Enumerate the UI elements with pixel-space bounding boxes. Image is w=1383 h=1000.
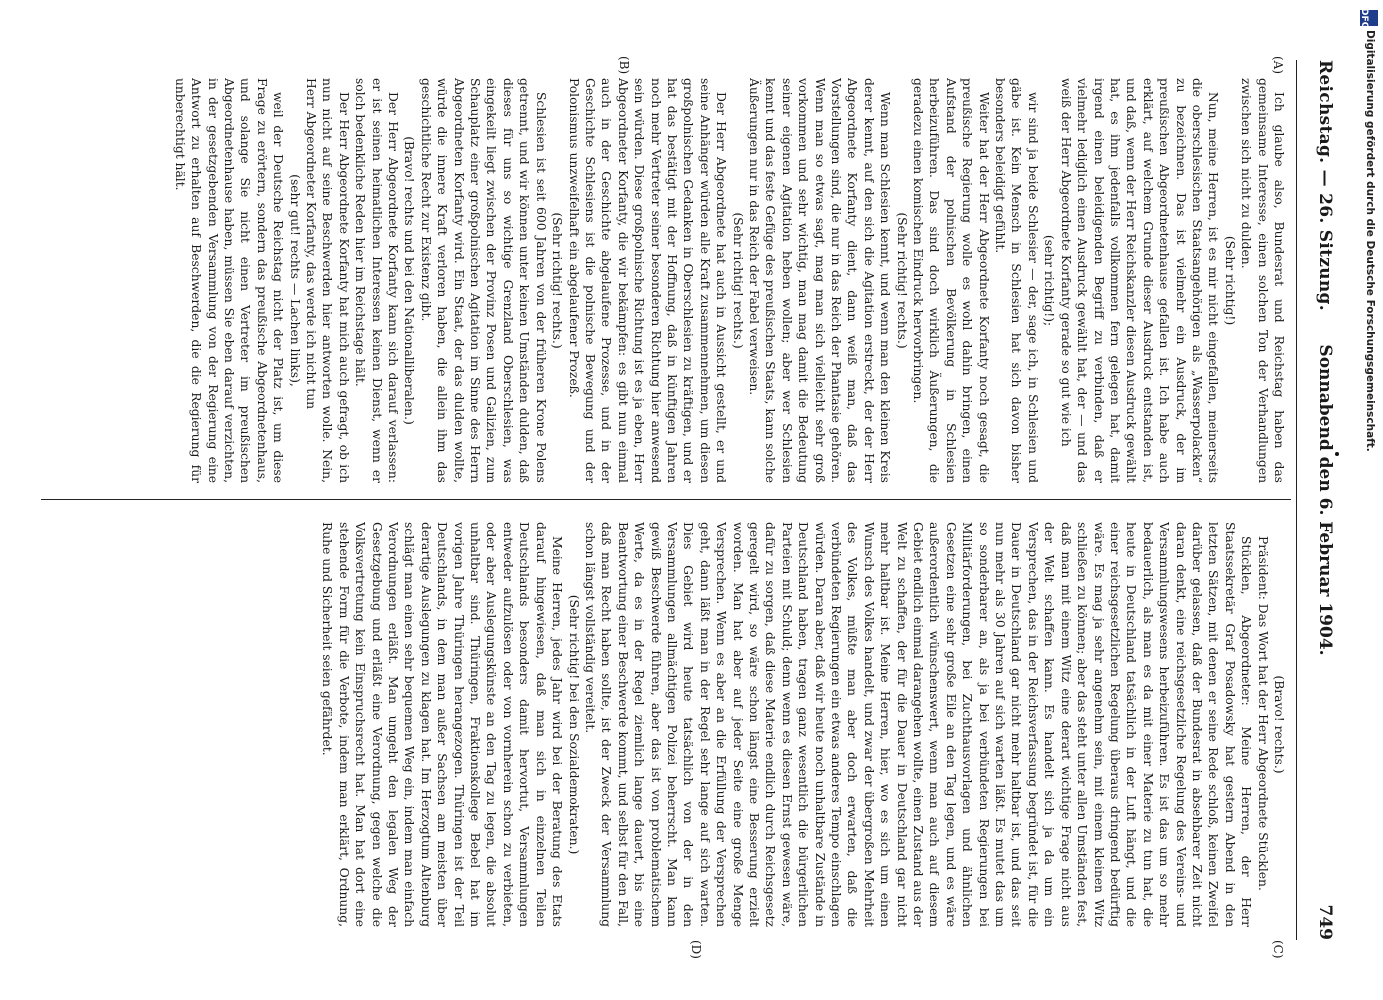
paragraph: Nun, meine Herren, ist es mir nicht eingefallen, meinerseits die oberschlesischen Staatsangehörigen als „Wasserpolacken“ zu bezeichnen. Das ist vielmehr ein Ausdruck, der im preußischen Abgeordnetenhause gefallen ist. Ich habe auch erklärt, auf welchem Grunde dieser Ausdruck entstanden ist, und daß, wenn der Herr Reichskanzler diesen Ausdruck gewählt hat, es ihm jedenfalls vollkommen fern gelegen hat, damit irgend einen beleidigenden Begriff zu verbinden, daß er vielmehr lediglich einen Ausdruck gewählt hat, der — und das weiß der Herr Abgeordnete Korfanty gerade so gut wie ich <box>1058 78 1221 483</box>
margin-mark-d: (D) <box>689 940 703 959</box>
interjection: (Sehr richtig! rechts.) <box>730 212 745 349</box>
page-header <box>1303 60 1343 940</box>
paragraph: Weiter hat der Herr Abgeordnete Korfanty noch gesagt, die preußische Regierung wolle es wohl dahin bringen, einen Aufstand der polnischen Bevölkerung in Schlesien herbeizuführen. Das sind doch wirklich Äußerungen, die geradezu einen komischen Eindruck hervorbringen. <box>911 78 991 483</box>
interjection: (sehr gut! rechts — Lachen links), <box>287 174 302 387</box>
paragraph: Ich glaube also, Bundesrat und Reichstag haben das gemeinsame Interesse, einen solchen Ton der Verhandlungen zwischen sich nicht zu dulden. <box>1239 78 1286 483</box>
column-divider <box>41 499 1291 500</box>
right-column <box>42 522 1287 927</box>
paragraph: wir sind ja beide Schlesier — der, sage ich, in Schlesien und gäbe ist. Kein Mensch in Schlesien hat sich davon bisher besonders beleidigt gefühlt. <box>993 78 1040 483</box>
digitization-credit <box>1358 8 1382 998</box>
paragraph: Präsident: Das Wort hat der Herr Abgeordnete Stücklen. <box>1255 536 1270 891</box>
paragraph: Der Herr Abgeordnete Korfanty kann sich darauf verlassen: er ist seinen heimatlichen Interessen keinen Dienst, wenn er solch bedenkliche Reden hier im Reichstage hält. <box>353 78 401 483</box>
dfg-logo <box>1359 8 1378 30</box>
dfg-logo-text: DFG <box>1359 8 1369 30</box>
interjection: (Sehr richtig! bei den Sozialdemokraten.) <box>566 594 581 855</box>
interjection: (Sehr richtig!) <box>1222 235 1237 326</box>
left-column <box>42 78 1287 483</box>
margin-mark-a: (A) <box>1271 56 1285 75</box>
page-number: 749 <box>1315 904 1335 940</box>
interjection: (sehr richtig!); <box>1042 234 1057 327</box>
paragraph: Meine Herren, jedes Jahr wird bei der Beratung des Etats darauf hingewiesen, daß man sich in einzelnen Teilen Deutschlands besonders damit hervortut, Versammlungen entweder aufzulösen oder von vornherein schon zu verbieten, oder aber Auslegungskünste an den Tag zu legen, die absolut unhaltbar sind. Thüringen, Fraktionskollege Bebel hat im vorigen Jahre Thüringen herangezogen. Thüringen ist der Teil Deutschlands, in dem man außer Sachsen am meisten über derartige Auslegungen zu klagen hat. Im Herzogtum Altenburg schlägt man einen sehr bequemen Weg ein, indem man einfach Verordnungen erläßt. Man umgeht den legalen Weg der Gesetzgebung und erläßt eine Verordnung, gegen welche die Volksvertretung kein Einspruchsrecht hat. Man hat dort eine stehende Form für die Verbote, indem man erklärt, Ordnung, Ruhe und Sicherheit seien gefährdet. <box>320 522 565 927</box>
interjection: (Sehr richtig! rechts.) <box>550 212 565 349</box>
interjection: (Sehr richtig! rechts.) <box>894 212 909 349</box>
paragraph: Der Herr Abgeordnete hat auch in Aussicht gestellt, er und seine Anhänger würden alle Kraft zusammennehmen, um diesen großpolnischen Gedanken in Oberschlesien zu kräftigen, und er hat das bestätigt mit der Hoffnung, daß in künftigen Jahren noch mehr Vertreter seiner besonderen Richtung hier anwesend sein würden. Diese großpolnische Richtung ist es ja eben, Herr Abgeordneter Korfanty, die wir bekämpfen: es gibt nun einmal auch in der Geschichte abgelaufene Prozesse, und in der Geschichte Schlesiens ist die polnische Bewegung und der Polonismus unzweifelhaft ein abgelaufener Prozeß. <box>566 78 729 483</box>
paragraph: Der Herr Abgeordnete Korfanty hat mich auch gefragt, ob ich nun nicht auf seine Beschwerden hier antworten wolle. Nein, Herr Abgeordneter Korfanty, das werde ich nicht tun <box>304 78 351 483</box>
margin-mark-c: (C) <box>1271 940 1285 959</box>
interjection: (Bravo! rechts.) <box>1272 675 1286 774</box>
paragraph: weil der Deutsche Reichstag nicht der Platz ist, um diese Frage zu erörtern, sondern das preußische Abgeordnetenhaus, und solange Sie nicht einen Vertreter im preußischen Abgeordnetenhause haben, müssen Sie eben darauf verzichten, in der gesetzgebenden Versammlung von der Regierung eine Antwort zu erhalten auf Beschwerden, die die Regierung für unberechtigt hält. <box>172 78 286 483</box>
paragraph: Stücklen, Abgeordneter: Meine Herren, der Herr Staatssekretär Graf Posadowsky hat gestern Abend in den letzten Sätzen, mit denen er seine Rede schloß, keinen Zweifel darüber gelassen, daß der Bundesrat in absehbarer Zeit nicht daran denkt, eine reichsgesetzliche Regelung des Vereins- und Versammlungswesens herbeizuführen. Es ist das um so mehr bedauerlich, als man es da mit einer Materie zu tun hat, die heute in Deutschland tatsächlich in der Luft hängt, und die einer reichsgesetzlichen Regelung überaus dringend bedürftig wäre. Es mag ja sehr angenehm sein, mit einem kleinen Witz schließen zu können; aber das steht unter allen Umständen fest, daß man mit einem Witz eine derart wichtige Frage nicht aus der Welt schaffen kann. Es handelt sich ja da um ein Versprechen, das in der Reichsverfassung begründet ist, für die Dauer in Deutschland gar nicht mehr haltbar ist, und das seit nun mehr als 30 Jahren auf sich warten läßt. Es mutet das um so sonderbarer an, als ja bei verbündeten Regierungen bei Militärforderungen, bei Zuchthausvorlagen und ähnlichen Gesetzen eine sehr große Eile an den Tag legen, und es wäre außerordentlich wünschenswert, wenn man auch auf diesem Gebiet endlich einmal darangehen wollte, einen Zustand aus der Welt zu schaffen, der für die Dauer in Deutschland gar nicht mehr haltbar ist. Meine Herren, hier, wo es sich um einen Wunsch des Volkes handelt, und zwar der übergroßen Mehrheit des Volkes, müßte man aber doch erwarten, daß die verbündeten Regierungen ein etwas anderes Tempo einschlagen würden. Daran aber, daß wir heute noch unhaltbare Zustände in Deutschland haben, tragen ganz wesentlich die bürgerlichen Parteien mit Schuld; denn wenn es diesen Ernst gewesen wäre, dafür zu sorgen, daß diese Materie endlich durch Reichsgesetz geregelt wird, so wäre schon längst eine Besserung erzielt worden. Man hat aber auf jeder Seite eine große Menge Versprechen. Wenn es aber an die Erfüllung der Versprechen geht, dann läßt man in der Regel sehr lange auf sich warten. Dies Gebiet wird heute tatsächlich von der in den Versammlungen allmächtigen Polizei beherrscht. Man kann gewiß Beschwerde führen, aber das ist von problematischem Werte, da es in der Regel ziemlich lange dauert, bis eine Beantwortung einer Beschwerde kommt, und selbst für den Fall, daß man Recht haben sollte, ist der Zweck der Versammlung schon längst vollständig vereitelt. <box>582 522 1254 927</box>
margin-mark-b: (B) <box>617 56 631 75</box>
paragraph: Schlesien ist seit 600 Jahren von der früheren Krone Polens getrennt, und wir können unter keinen Umständen dulden, daß dieses für uns so wichtige Grenzland Oberschlesien, was eingekeilt liegt zwischen der Provinz Posen und Galizien, zum Schauplatz einer großpolnischen Agitation im Sinne des Herrn Abgeordneten Korfanty wird. Ein Staat, der das dulden wollte, würde die innere Kraft verloren haben, die allein ihm das geschichtliche Recht zur Existenz gibt. <box>418 78 548 483</box>
paragraph: Wenn man Schlesien kennt, und wenn man den kleinen Kreis derer kennt, auf den sich die Agitation erstreckt, der der Herr Abgeordnete Korfanty dient, dann weiß man, daß das Vorstellungen sind, die nur in das Reich der Phantasie gehören. Wenn man so etwas sagt, mag man sich vielleicht sehr groß vorkommen und sehr wichtig, man mag damit die Bedeutung seiner eigenen Agitation heben wollen; aber wer Schlesien kennt und das feste Gefüge des preußischen Staats, kann solche Äußerungen nur in das Reich der Fabel verweisen. <box>747 78 893 483</box>
interjection: (Bravo! rechts und bei den Nationalliberalen.) <box>402 136 417 425</box>
header-rule <box>1296 60 1297 940</box>
ink-speck <box>1335 452 1339 456</box>
header-left: Reichstag. — 26. Sitzung. <box>1315 60 1335 311</box>
header-date: Sonnabend den 6. Februar 1904. <box>1315 344 1335 656</box>
credit-text: Digitalisierung gefördert durch die Deutsche Forschungsgemeinschaft. <box>1364 30 1376 452</box>
